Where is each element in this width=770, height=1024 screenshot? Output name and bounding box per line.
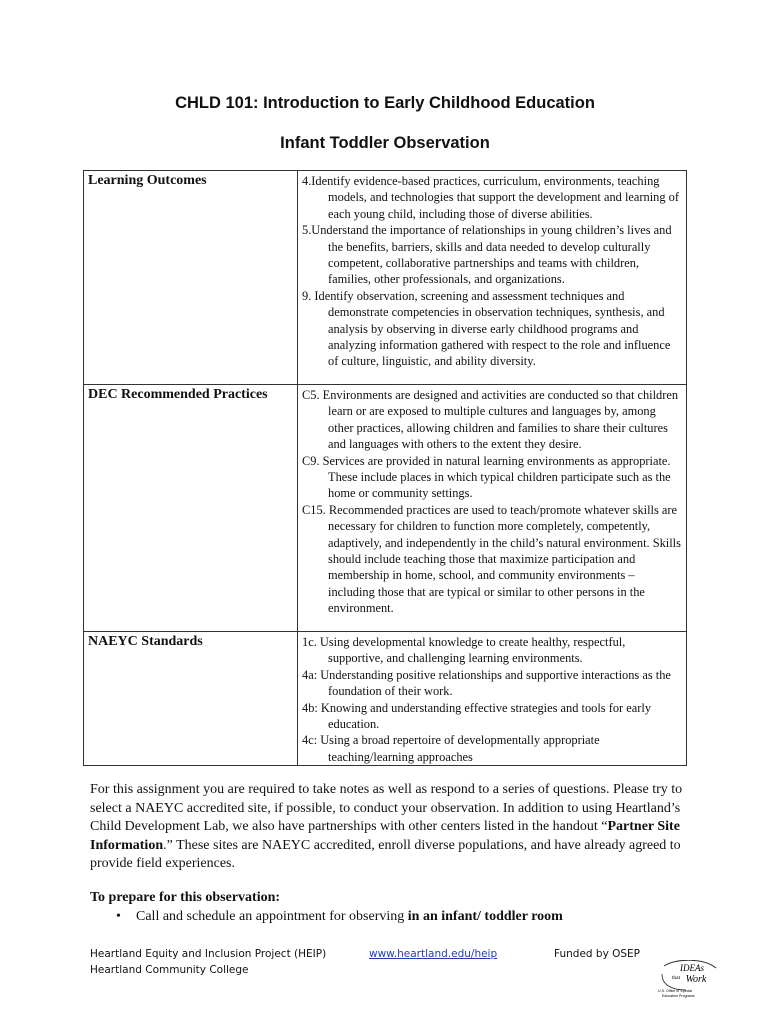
list-item bbox=[90, 907, 710, 926]
row-label-naeyc-standards: NAEYC Standards bbox=[84, 632, 298, 766]
logo-caption: Education Programs bbox=[662, 994, 695, 998]
logo-text: that bbox=[671, 975, 681, 981]
list-item: 9. Identify observation, screening and assessment techniques and demonstrate competencies in observation techniques, synthesis, and analysis by observing in diverse early childhood programs and analyzing information gathered with respect to the role and influence of culture, linguistic, and ability diversity. bbox=[302, 288, 671, 369]
logo-text: IDEAs bbox=[680, 963, 704, 973]
table-row bbox=[84, 632, 687, 766]
footer-link[interactable]: www.heartland.edu/heip bbox=[369, 948, 498, 960]
list-item: 1c. Using developmental knowledge to create healthy, respectful, supportive, and challenging learning environments. bbox=[302, 635, 626, 666]
ideas-that-work-logo-icon bbox=[656, 960, 720, 1000]
row-content-dec-practices bbox=[298, 385, 687, 632]
bullet-text: Call and schedule an appointment for observing bbox=[136, 909, 408, 924]
logo-text: Work bbox=[685, 974, 707, 985]
row-content-learning-outcomes bbox=[298, 171, 687, 385]
table-row bbox=[84, 385, 687, 632]
footer-organization bbox=[90, 946, 360, 978]
preparation-section bbox=[90, 888, 710, 926]
list-item: 4.Identify evidence-based practices, curriculum, environments, teaching models, and technologies that support the development and learning of each young child, including those of diverse abilities. bbox=[302, 174, 679, 221]
list-item: 4c: Using a broad repertoire of developmentally appropriate teaching/learning approaches bbox=[302, 733, 600, 764]
bullet-icon: • bbox=[116, 909, 121, 924]
row-label-dec-practices: DEC Recommended Practices bbox=[84, 385, 298, 632]
intro-text-end: .” These sites are NAEYC accredited, enroll diverse populations, and have already agreed to provide field experiences. bbox=[90, 837, 681, 872]
list-item: 4a: Understanding positive relationships and supportive interactions as the foundation of their work. bbox=[302, 667, 671, 699]
preparation-heading: To prepare for this observation: bbox=[90, 890, 281, 905]
footer-funding: Funded by OSEP bbox=[554, 948, 641, 960]
footer-org-line: Heartland Equity and Inclusion Project (HEIP) bbox=[90, 948, 327, 960]
bullet-emphasis: in an infant/ toddler room bbox=[407, 909, 563, 924]
table-row bbox=[84, 171, 687, 385]
list-item: C15. Recommended practices are used to teach/promote whatever skills are necessary for children to function more completely, competently, adaptively, and independently in the child’s natural environment. Skills should include teaching those that maximize participation and membership in home, school, and community environments – including those that are typical or similar to other persons in the environment. bbox=[302, 502, 681, 616]
partner-site-reference: Partner Site Information bbox=[90, 819, 680, 853]
assignment-instructions bbox=[90, 781, 690, 874]
document-title: CHLD 101: Introduction to Early Childhood Education bbox=[175, 94, 595, 112]
list-item: 5.Understand the importance of relationships in young children’s lives and the benefits, barriers, skills and data needed to develop culturally competent, collaborative partnerships and teams with children, families, other professionals, and organizations. bbox=[302, 223, 672, 287]
document-subtitle: Infant Toddler Observation bbox=[280, 134, 490, 152]
logo-caption: U.S. Office of Special bbox=[658, 989, 693, 993]
list-item: C9. Services are provided in natural learning environments as appropriate. These include places in which typical children participate such as the home or community settings. bbox=[302, 453, 671, 501]
list-item: 4b: Knowing and understanding effective strategies and tools for early education. bbox=[302, 700, 652, 732]
row-label-learning-outcomes: Learning Outcomes bbox=[84, 171, 298, 385]
intro-text: For this assignment you are required to take notes as well as respond to a series of questions. Please try to select a NAEYC accredited site, if possible, to conduct your observation. In addition to using Heartland’s Child Development Lab, we also have partnerships with other centers listed in the handout “ bbox=[90, 782, 683, 835]
standards-table bbox=[83, 170, 687, 766]
list-item: C5. Environments are designed and activities are conducted so that children learn or are exposed to multiple cultures and languages by, among other practices, allowing children and families to share their cultures and languages with others to the extent they desire. bbox=[302, 388, 679, 452]
row-content-naeyc-standards bbox=[298, 632, 687, 766]
footer-org-line: Heartland Community College bbox=[90, 964, 249, 976]
